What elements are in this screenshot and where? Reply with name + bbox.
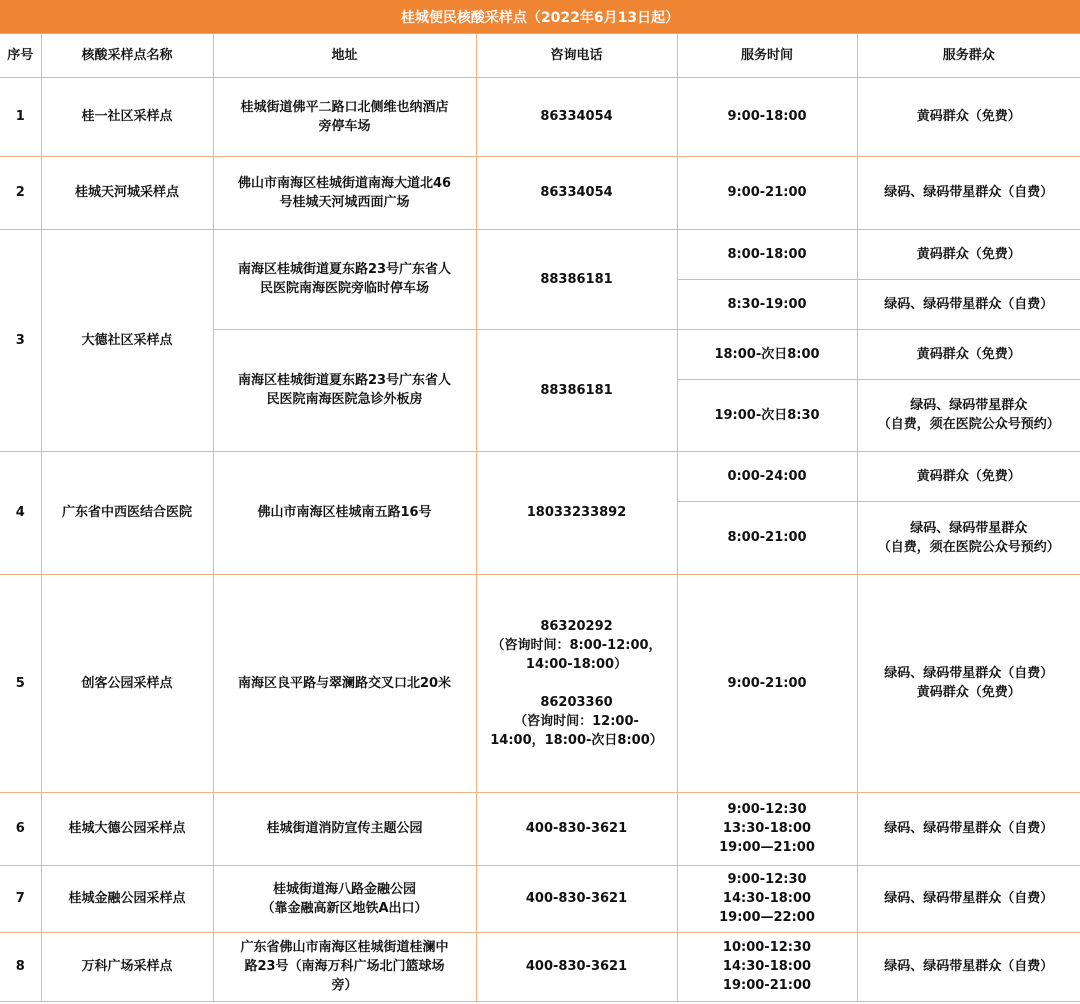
table-row: [0, 574, 1080, 792]
cell-service-time: 8:00-18:00: [677, 229, 857, 279]
cell-seq: 5: [0, 574, 41, 792]
cell-phone: 400-830-3621: [476, 865, 677, 932]
cell-address: 南海区良平路与翠澜路交叉口北20米: [213, 574, 476, 792]
header-phone: 咨询电话: [476, 34, 677, 77]
cell-address: 桂城街道海八路金融公园 （靠金融高新区地铁A出口）: [213, 865, 476, 932]
cell-service-group: 黄码群众（免费）: [857, 329, 1080, 379]
sheet-title: 桂城便民核酸采样点（2022年6月13日起）: [0, 0, 1080, 34]
cell-seq: 3: [0, 229, 41, 451]
cell-service-group: 绿码、绿码带星群众（自费）: [857, 156, 1080, 229]
cell-phone: 86320292 （咨询时间：8:00-12:00， 14:00-18:00） 86203360 （咨询时间：12:00- 14:00，18:00-次日8:00）: [476, 574, 677, 792]
cell-site-name: 桂城大德公园采样点: [41, 792, 213, 865]
cell-service-group: 黄码群众（免费）: [857, 451, 1080, 501]
cell-site-name: 创客公园采样点: [41, 574, 213, 792]
cell-service-time: 9:00-12:30 14:30-18:00 19:00—22:00: [677, 865, 857, 932]
cell-service-group: 绿码、绿码带星群众 （自费，须在医院公众号预约）: [857, 379, 1080, 451]
cell-service-group: 绿码、绿码带星群众 （自费，须在医院公众号预约）: [857, 501, 1080, 574]
cell-service-group: 绿码、绿码带星群众（自费）: [857, 932, 1080, 1001]
table-row: [0, 156, 1080, 229]
table-row: [0, 77, 1080, 156]
cell-address: 广东省佛山市南海区桂城街道桂澜中 路23号（南海万科广场北门篮球场 旁）: [213, 932, 476, 1001]
cell-service-time: 8:00-21:00: [677, 501, 857, 574]
cell-service-time: 9:00-21:00: [677, 156, 857, 229]
cell-site-name: 万科广场采样点: [41, 932, 213, 1001]
cell-service-time: 19:00-次日8:30: [677, 379, 857, 451]
cell-seq: 7: [0, 865, 41, 932]
cell-phone: 400-830-3621: [476, 932, 677, 1001]
table-header-row: [0, 34, 1080, 77]
cell-service-group: 绿码、绿码带星群众（自费）: [857, 279, 1080, 329]
cell-service-group: 绿码、绿码带星群众（自费） 黄码群众（免费）: [857, 574, 1080, 792]
cell-address: 佛山市南海区桂城南五路16号: [213, 451, 476, 574]
cell-phone: 86334054: [476, 156, 677, 229]
cell-address: 佛山市南海区桂城街道南海大道北46 号桂城天河城西面广场: [213, 156, 476, 229]
cell-seq: 8: [0, 932, 41, 1001]
table-row: [0, 932, 1080, 1001]
cell-service-time: 0:00-24:00: [677, 451, 857, 501]
table-row: [0, 865, 1080, 932]
cell-address: 南海区桂城街道夏东路23号广东省人 民医院南海医院旁临时停车场: [213, 229, 476, 329]
cell-site-name: 广东省中西医结合医院: [41, 451, 213, 574]
cell-service-time: 18:00-次日8:00: [677, 329, 857, 379]
header-seq: 序号: [0, 34, 41, 77]
cell-phone: 86334054: [476, 77, 677, 156]
cell-site-name: 桂城金融公园采样点: [41, 865, 213, 932]
cell-site-name: 桂一社区采样点: [41, 77, 213, 156]
cell-site-name: 大德社区采样点: [41, 229, 213, 451]
cell-service-group: 黄码群众（免费）: [857, 77, 1080, 156]
cell-seq: 2: [0, 156, 41, 229]
header-name: 核酸采样点名称: [41, 34, 213, 77]
cell-service-time: 9:00-12:30 13:30-18:00 19:00—21:00: [677, 792, 857, 865]
cell-seq: 1: [0, 77, 41, 156]
cell-address: 桂城街道消防宣传主题公园: [213, 792, 476, 865]
cell-phone: 18033233892: [476, 451, 677, 574]
header-group: 服务群众: [857, 34, 1080, 77]
cell-seq: 4: [0, 451, 41, 574]
cell-service-time: 9:00-18:00: [677, 77, 857, 156]
header-time: 服务时间: [677, 34, 857, 77]
cell-phone: 88386181: [476, 229, 677, 329]
cell-service-group: 黄码群众（免费）: [857, 229, 1080, 279]
cell-seq: 6: [0, 792, 41, 865]
cell-service-group: 绿码、绿码带星群众（自费）: [857, 865, 1080, 932]
table-row: [0, 792, 1080, 865]
cell-address: 桂城街道佛平二路口北侧维也纳酒店 旁停车场: [213, 77, 476, 156]
header-address: 地址: [213, 34, 476, 77]
cell-service-time: 9:00-21:00: [677, 574, 857, 792]
cell-address: 南海区桂城街道夏东路23号广东省人 民医院南海医院急诊外板房: [213, 329, 476, 451]
table-row: [0, 229, 1080, 279]
cell-site-name: 桂城天河城采样点: [41, 156, 213, 229]
cell-service-time: 8:30-19:00: [677, 279, 857, 329]
cell-service-time: 10:00-12:30 14:30-18:00 19:00-21:00: [677, 932, 857, 1001]
cell-phone: 400-830-3621: [476, 792, 677, 865]
cell-service-group: 绿码、绿码带星群众（自费）: [857, 792, 1080, 865]
cell-phone: 88386181: [476, 329, 677, 451]
sampling-sites-table: [0, 34, 1080, 1002]
table-row: [0, 451, 1080, 501]
